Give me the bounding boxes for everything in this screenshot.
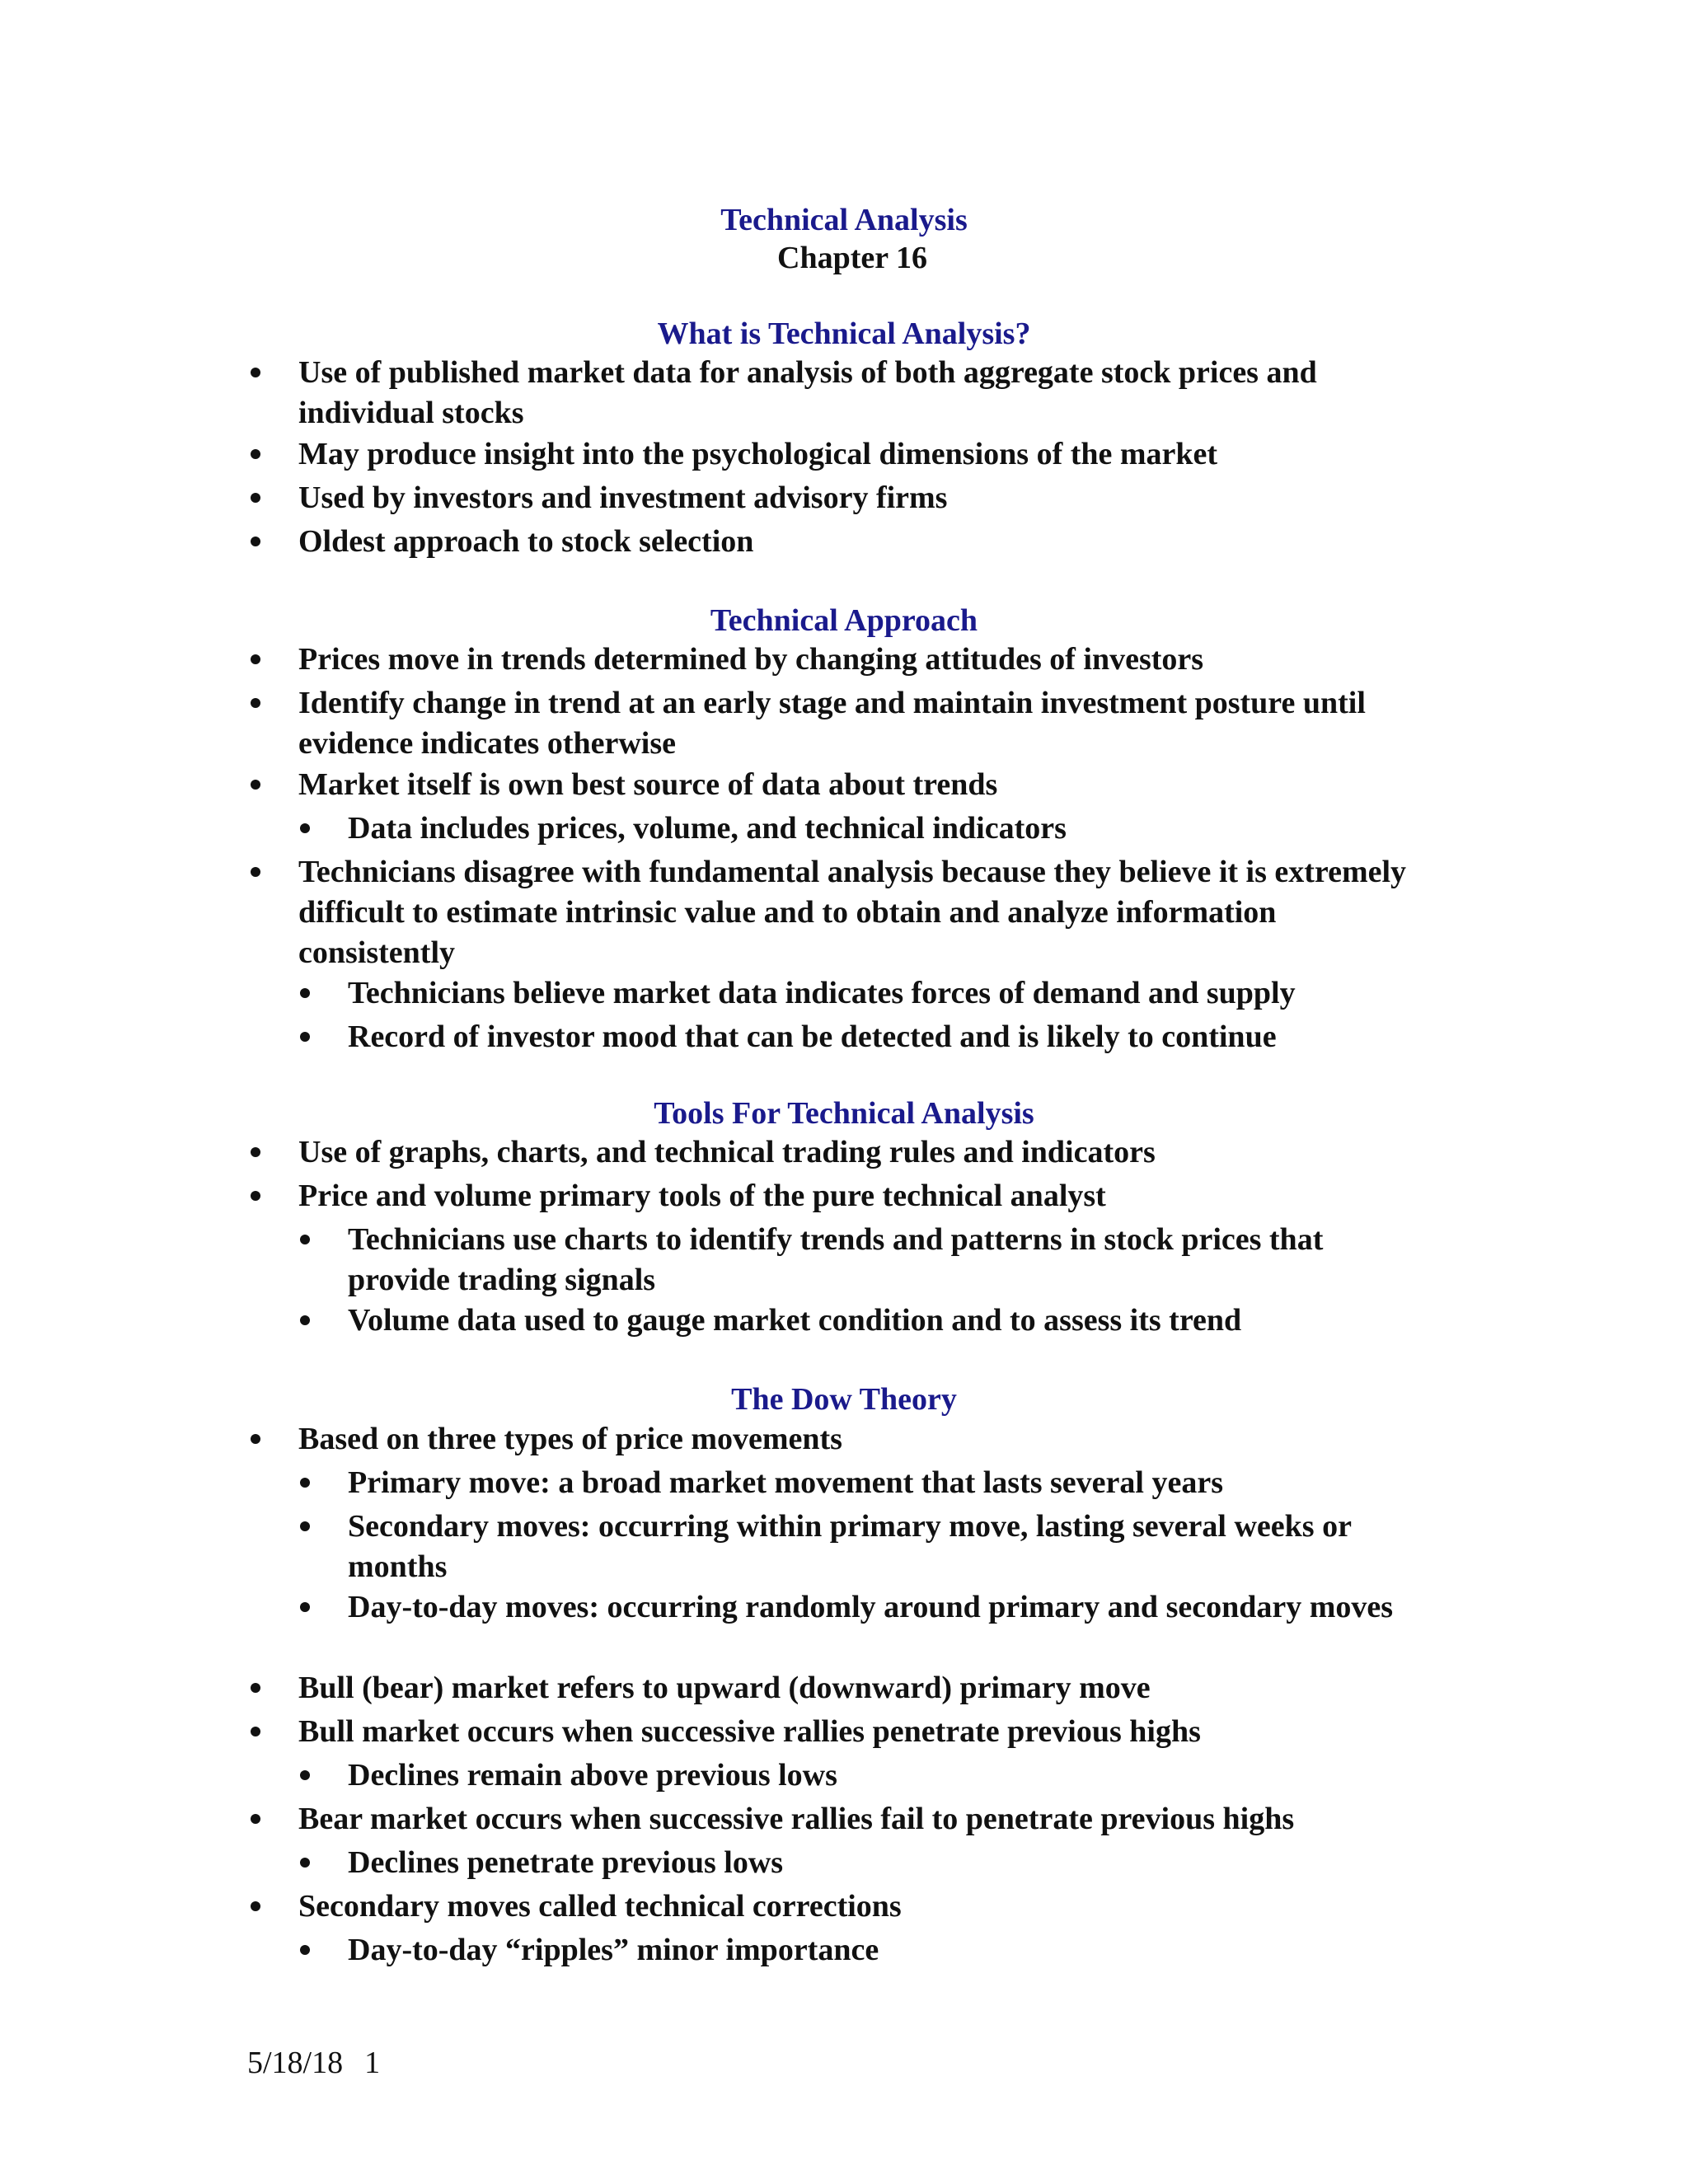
list-item-text: Secondary moves called technical corrections xyxy=(298,1889,902,1924)
bullet-icon xyxy=(297,1767,313,1783)
chapter-label: Chapter 16 xyxy=(777,241,927,275)
list-item-text: Declines remain above previous lows xyxy=(348,1758,837,1793)
list-item-text: Prices move in trends determined by changing attitudes of investors xyxy=(298,642,1204,677)
bullet-icon xyxy=(297,1854,313,1871)
bullet-icon xyxy=(297,1518,313,1535)
bullet-icon xyxy=(247,446,264,462)
list-item xyxy=(348,1755,1419,1796)
section-heading: Technical Approach xyxy=(710,603,978,638)
list-item-text: Based on three types of price movements xyxy=(298,1422,842,1456)
list-item-text: Technicians use charts to identify trends and patterns in stock prices that provide trading signals xyxy=(348,1222,1324,1297)
bullet-icon xyxy=(297,1312,313,1329)
list-item-text: Bull (bear) market refers to upward (downward) primary move xyxy=(298,1671,1151,1705)
list-item xyxy=(348,1301,1419,1341)
list-item-text: Record of investor mood that can be detected and is likely to continue xyxy=(348,1019,1277,1054)
bullet-icon xyxy=(297,820,313,837)
list-item-text: Data includes prices, volume, and technical indicators xyxy=(348,811,1067,846)
list-item xyxy=(298,640,1419,680)
list-item xyxy=(298,765,1419,805)
list-item-text: Price and volume primary tools of the pure technical analyst xyxy=(298,1179,1106,1213)
bullet-icon xyxy=(247,864,264,880)
list-item xyxy=(298,1419,1419,1460)
list-item xyxy=(348,1220,1419,1301)
list-item-text: Day-to-day moves: occurring randomly around primary and secondary moves xyxy=(348,1590,1394,1624)
list-item xyxy=(348,1463,1419,1503)
list-item-text: Secondary moves: occurring within primary move, lasting several weeks or months xyxy=(348,1509,1352,1584)
page-number: 1 xyxy=(364,2046,381,2080)
bullet-icon xyxy=(247,490,264,506)
list-item xyxy=(348,1587,1419,1628)
list-item-text: Technicians believe market data indicates forces of demand and supply xyxy=(348,976,1296,1010)
list-item xyxy=(298,434,1419,475)
list-item xyxy=(298,1712,1419,1752)
bullet-icon xyxy=(297,1029,313,1045)
bullet-icon xyxy=(247,533,264,550)
list-item xyxy=(298,1886,1419,1927)
list-item-text: May produce insight into the psychological dimensions of the market xyxy=(298,437,1218,471)
list-item xyxy=(298,1799,1419,1840)
list-item xyxy=(348,1507,1419,1587)
bullet-icon xyxy=(247,364,264,381)
section-heading: What is Technical Analysis? xyxy=(657,316,1031,351)
bullet-icon xyxy=(247,1898,264,1915)
bullet-icon xyxy=(247,1680,264,1696)
list-item-text: Technicians disagree with fundamental analysis because they believe it is extremely difficult to estimate intrinsic value and to obtain and analyze information consistently xyxy=(298,855,1407,970)
list-item-text: Volume data used to gauge market condition and to assess its trend xyxy=(348,1303,1242,1338)
bullet-icon xyxy=(247,1188,264,1204)
list-item-text: Bull market occurs when successive rallies penetrate previous highs xyxy=(298,1714,1201,1749)
list-item-text: Use of published market data for analysis of both aggregate stock prices and individual stocks xyxy=(298,355,1317,430)
list-item xyxy=(348,1017,1419,1057)
bullet-icon xyxy=(247,651,264,668)
page-footer xyxy=(247,2044,380,2082)
list-item xyxy=(298,1668,1419,1708)
list-item xyxy=(348,973,1419,1014)
list-item xyxy=(298,1176,1419,1216)
bullet-icon xyxy=(247,1144,264,1160)
list-item-text: Used by investors and investment advisory firms xyxy=(298,480,948,515)
bullet-icon xyxy=(297,985,313,1001)
list-item xyxy=(298,353,1419,434)
list-item xyxy=(348,808,1419,849)
list-item xyxy=(298,478,1419,518)
list-item xyxy=(298,852,1419,973)
list-item xyxy=(298,1132,1419,1173)
bullet-icon xyxy=(247,695,264,711)
list-item-text: Market itself is own best source of data about trends xyxy=(298,767,998,802)
bullet-icon xyxy=(297,1474,313,1491)
list-item xyxy=(348,1843,1419,1883)
bullet-icon xyxy=(247,776,264,793)
bullet-icon xyxy=(247,1431,264,1447)
list-item-text: Use of graphs, charts, and technical trading rules and indicators xyxy=(298,1135,1156,1169)
document-title: Technical Analysis xyxy=(720,203,968,237)
bullet-icon xyxy=(297,1599,313,1615)
section-heading: The Dow Theory xyxy=(731,1382,957,1417)
section-heading: Tools For Technical Analysis xyxy=(654,1096,1034,1131)
list-item-text: Declines penetrate previous lows xyxy=(348,1845,784,1880)
bullet-icon xyxy=(247,1811,264,1827)
list-item-text: Oldest approach to stock selection xyxy=(298,524,754,559)
list-item-text: Day-to-day “ripples” minor importance xyxy=(348,1933,879,1967)
list-item-text: Bear market occurs when successive rallies fail to penetrate previous highs xyxy=(298,1802,1295,1836)
list-item xyxy=(298,522,1419,562)
list-item-text: Primary move: a broad market movement that lasts several years xyxy=(348,1465,1223,1500)
bullet-icon xyxy=(297,1231,313,1248)
bullet-icon xyxy=(297,1942,313,1958)
footer-date: 5/18/18 xyxy=(247,2046,344,2080)
list-item-text: Identify change in trend at an early stage and maintain investment posture until evidence indicates otherwise xyxy=(298,686,1366,761)
list-item xyxy=(298,683,1419,764)
bullet-icon xyxy=(247,1723,264,1740)
list-item xyxy=(348,1930,1419,1971)
